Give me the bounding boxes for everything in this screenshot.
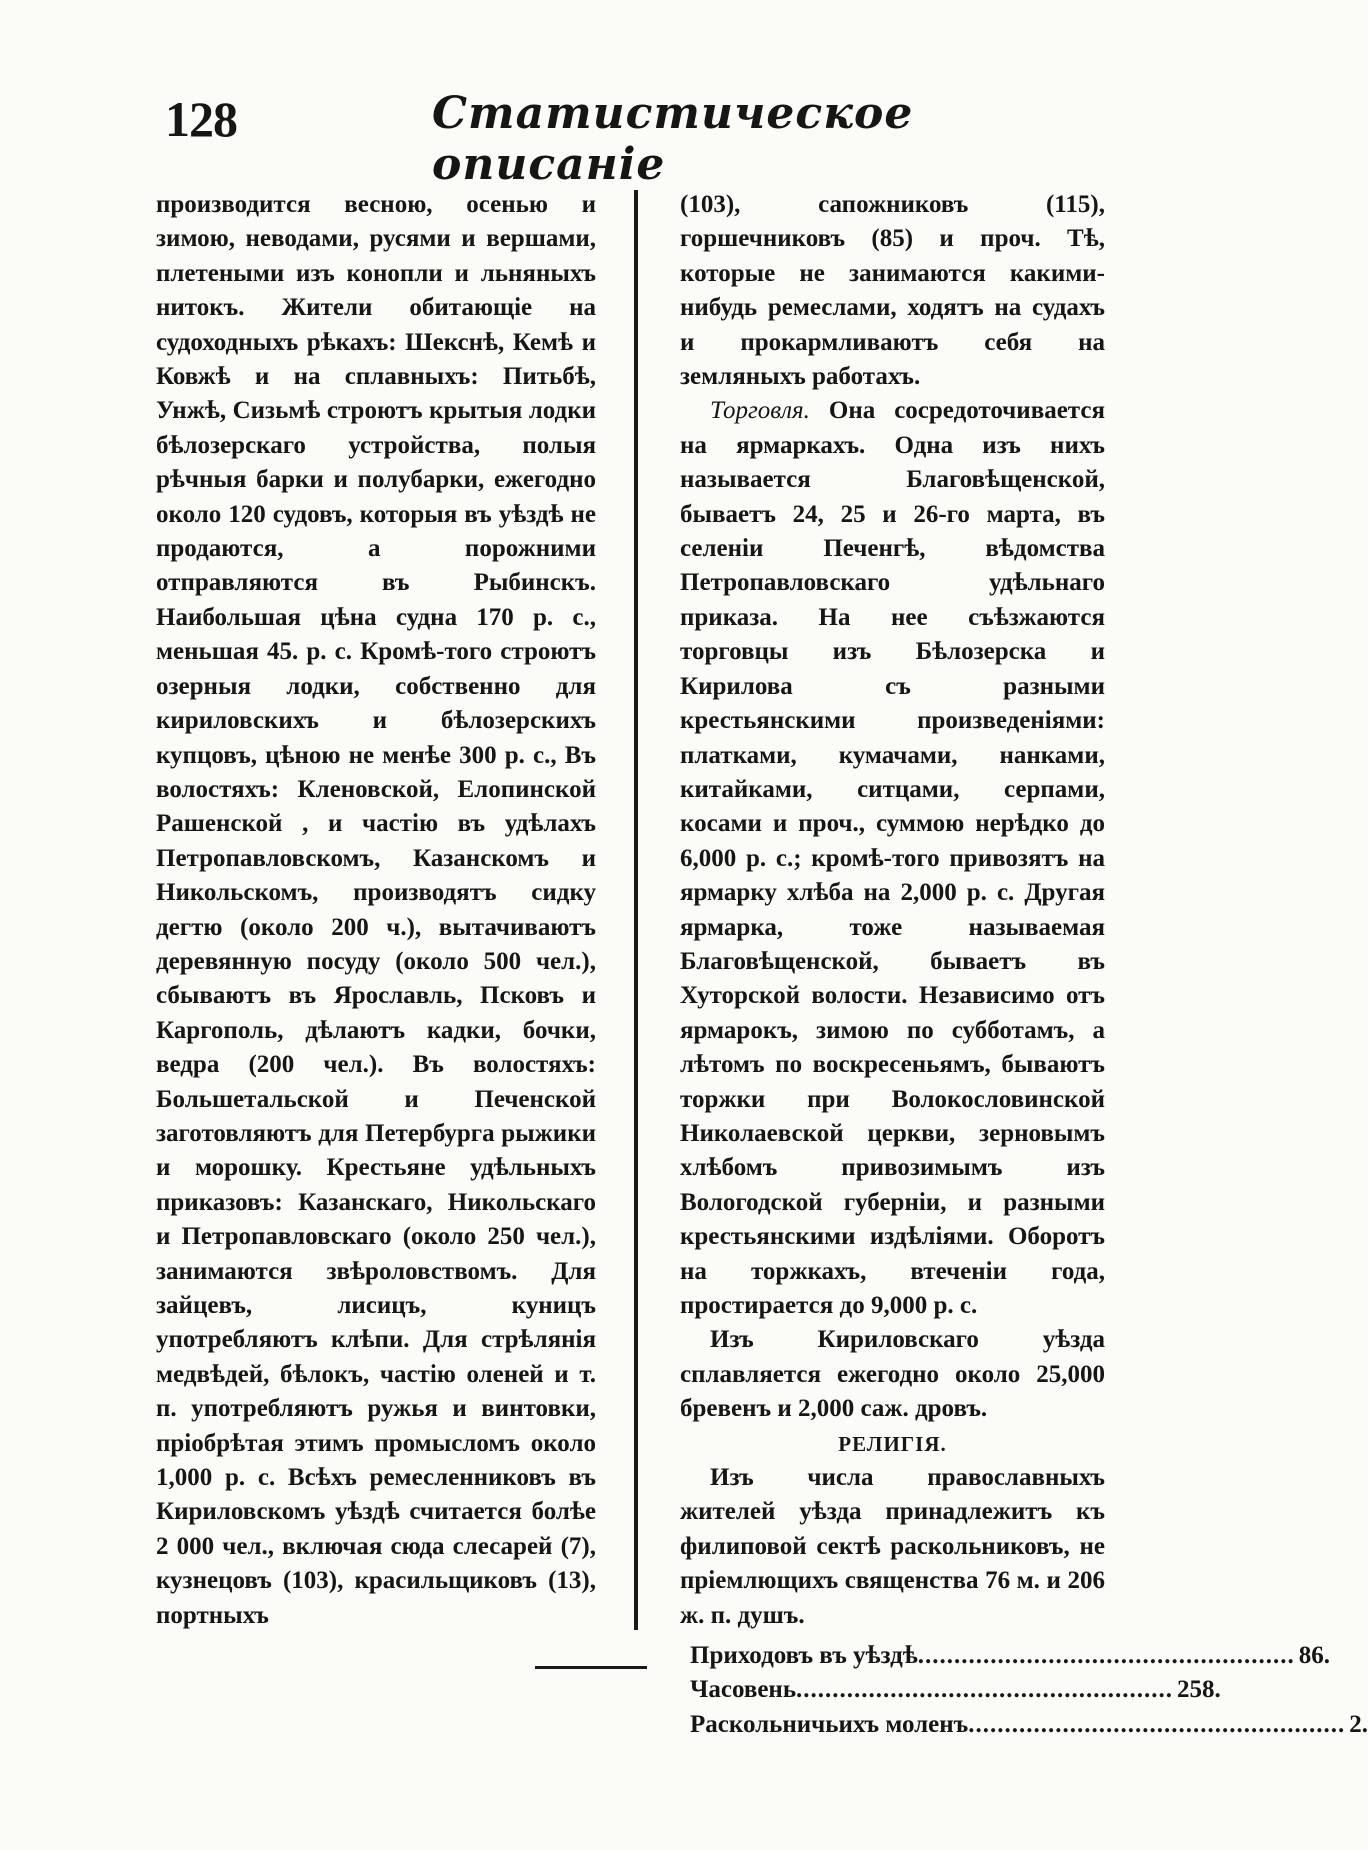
religion-paragraph: Изъ числа православныхъ жителей уѣзда принадлежитъ къ филиповой сектѣ раскольниковъ, не пріемлющихъ священства 76 м. и 206 ж. п. душъ. — [680, 1464, 1105, 1629]
tally-label: Приходовъ въ уѣздѣ — [690, 1642, 918, 1670]
tally-value: 86. — [1298, 1642, 1331, 1670]
tally-value: 2. — [1349, 1710, 1368, 1738]
religion-tally — [680, 1639, 1368, 1742]
page-header — [150, 78, 914, 190]
footer-rule — [535, 1666, 647, 1669]
left-column — [156, 188, 596, 1633]
tally-label: Часовень — [690, 1676, 797, 1704]
trade-paragraph — [680, 394, 1105, 1323]
leader-dots: .................................................... — [968, 1710, 1346, 1738]
religion-heading: РЕЛИГІЯ. — [838, 1431, 947, 1456]
tally-value: 258. — [1177, 1676, 1221, 1704]
crafts-continuation: (103), сапожниковъ (115), горшечниковъ (85) и проч. Тѣ, которые не занимаются какими-нибудь ремеслами, ходятъ на судахъ и прокармливаютъ себя на земляныхъ работахъ. — [680, 191, 1105, 391]
running-title: Статистическое описаніе — [432, 88, 914, 190]
page-number: 128 — [165, 91, 237, 147]
right-column — [680, 188, 1368, 1742]
tally-row-parishes — [680, 1639, 1331, 1673]
left-column-text: производится весною, осенью и зимою, неводами, русями и вершами, плетеными изъ конопли и льняныхъ нитокъ. Жители обитающіе на судоходныхъ рѣкахъ: Шекснѣ, Кемѣ и Ковжѣ и на сплавныхъ: Питьбѣ, Унжѣ, Сизьмѣ строютъ крытыя лодки бѣлозерскаго устройства, полыя рѣчныя барки и полубарки, ежегодно около 120 судовъ, которыя въ уѣздѣ не продаются, а порожними отправляются въ Рыбинскъ. Наибольшая цѣна судна 170 р. с., меньшая 45. р. с. Кромѣ-того строютъ озерныя лодки, собственно для кириловскихъ и бѣлозерскихъ купцовъ, цѣною не менѣе 300 р. с., Въ волостяхъ: Кленовской, Елопинской Рашенской , и частію въ удѣлахъ Петропавловскомъ, Казанскомъ и Никольскомъ, производятъ сидку дегтю (около 200 ч.), вытачиваютъ деревянную посуду (около 500 чел.), сбываютъ въ Ярославль, Псковъ и Каргополь, дѣлаютъ кадки, бочки, ведра (200 чел.). Въ волостяхъ: Большетальской и Печенской заготовляютъ для Петербурга рыжики и морошку. Крестьяне удѣльныхъ приказовъ: Казанскаго, Никольскаго и Петропавловскаго (около 250 чел.), занимаются звѣроловствомъ. Для зайцевъ, лисицъ, куницъ употребляютъ клѣпи. Для стрѣлянія медвѣдей, бѣлокъ, частію оленей и т. п. употребляютъ ружья и винтовки, пріобрѣтая этимъ промысломъ около 1,000 р. с. Всѣхъ ремесленниковъ въ Кириловскомъ уѣздѣ считается болѣе 2 000 чел., включая сюда слесарей (7), кузнецовъ (103), красильщиковъ (13), портныхъ — [156, 191, 596, 1629]
leader-dots: .................................................... — [917, 1642, 1295, 1670]
trade-label: Торговля. — [710, 397, 810, 425]
tally-row-prayer-houses — [680, 1708, 1368, 1742]
leader-dots: .................................................... — [796, 1676, 1174, 1704]
timber-paragraph: Изъ Кириловскаго уѣзда сплавляется ежегодно около 25,000 бревенъ и 2,000 саж. дровъ. — [680, 1326, 1105, 1423]
trade-text: Она сосредоточивается на ярмаркахъ. Одна изъ нихъ называется Благовѣщенской, бываетъ 24, 25 и 26-го марта, въ селеніи Печенгѣ, вѣдомства Петропавловскаго удѣльнаго приказа. На нее съѣзжаются торговцы изъ Бѣлозерска и Кирилова съ разными крестьянскими произведеніями: платками, кумачами, нанками, китайками, ситцами, серпами, косами и проч., суммою нерѣдко до 6,000 р. с.; кромѣ-того привозятъ на ярмарку хлѣба на 2,000 р. с. Другая ярмарка, тоже называемая Благовѣщенской, бываетъ въ Хуторской волости. Независимо отъ ярмарокъ, зимою по субботамъ, а лѣтомъ по воскресеньямъ, бываютъ торжки при Волокословинской Николаевской церкви, зерновымъ хлѣбомъ привозимымъ изъ Вологодской губерніи, и разными крестьянскими издѣліями. Оборотъ на торжкахъ, втеченіи года, простирается до 9,000 р. с. — [680, 397, 1105, 1319]
tally-row-chapels — [680, 1673, 1221, 1707]
tally-label: Раскольничьихъ моленъ — [690, 1710, 969, 1738]
column-divider — [634, 190, 638, 1630]
